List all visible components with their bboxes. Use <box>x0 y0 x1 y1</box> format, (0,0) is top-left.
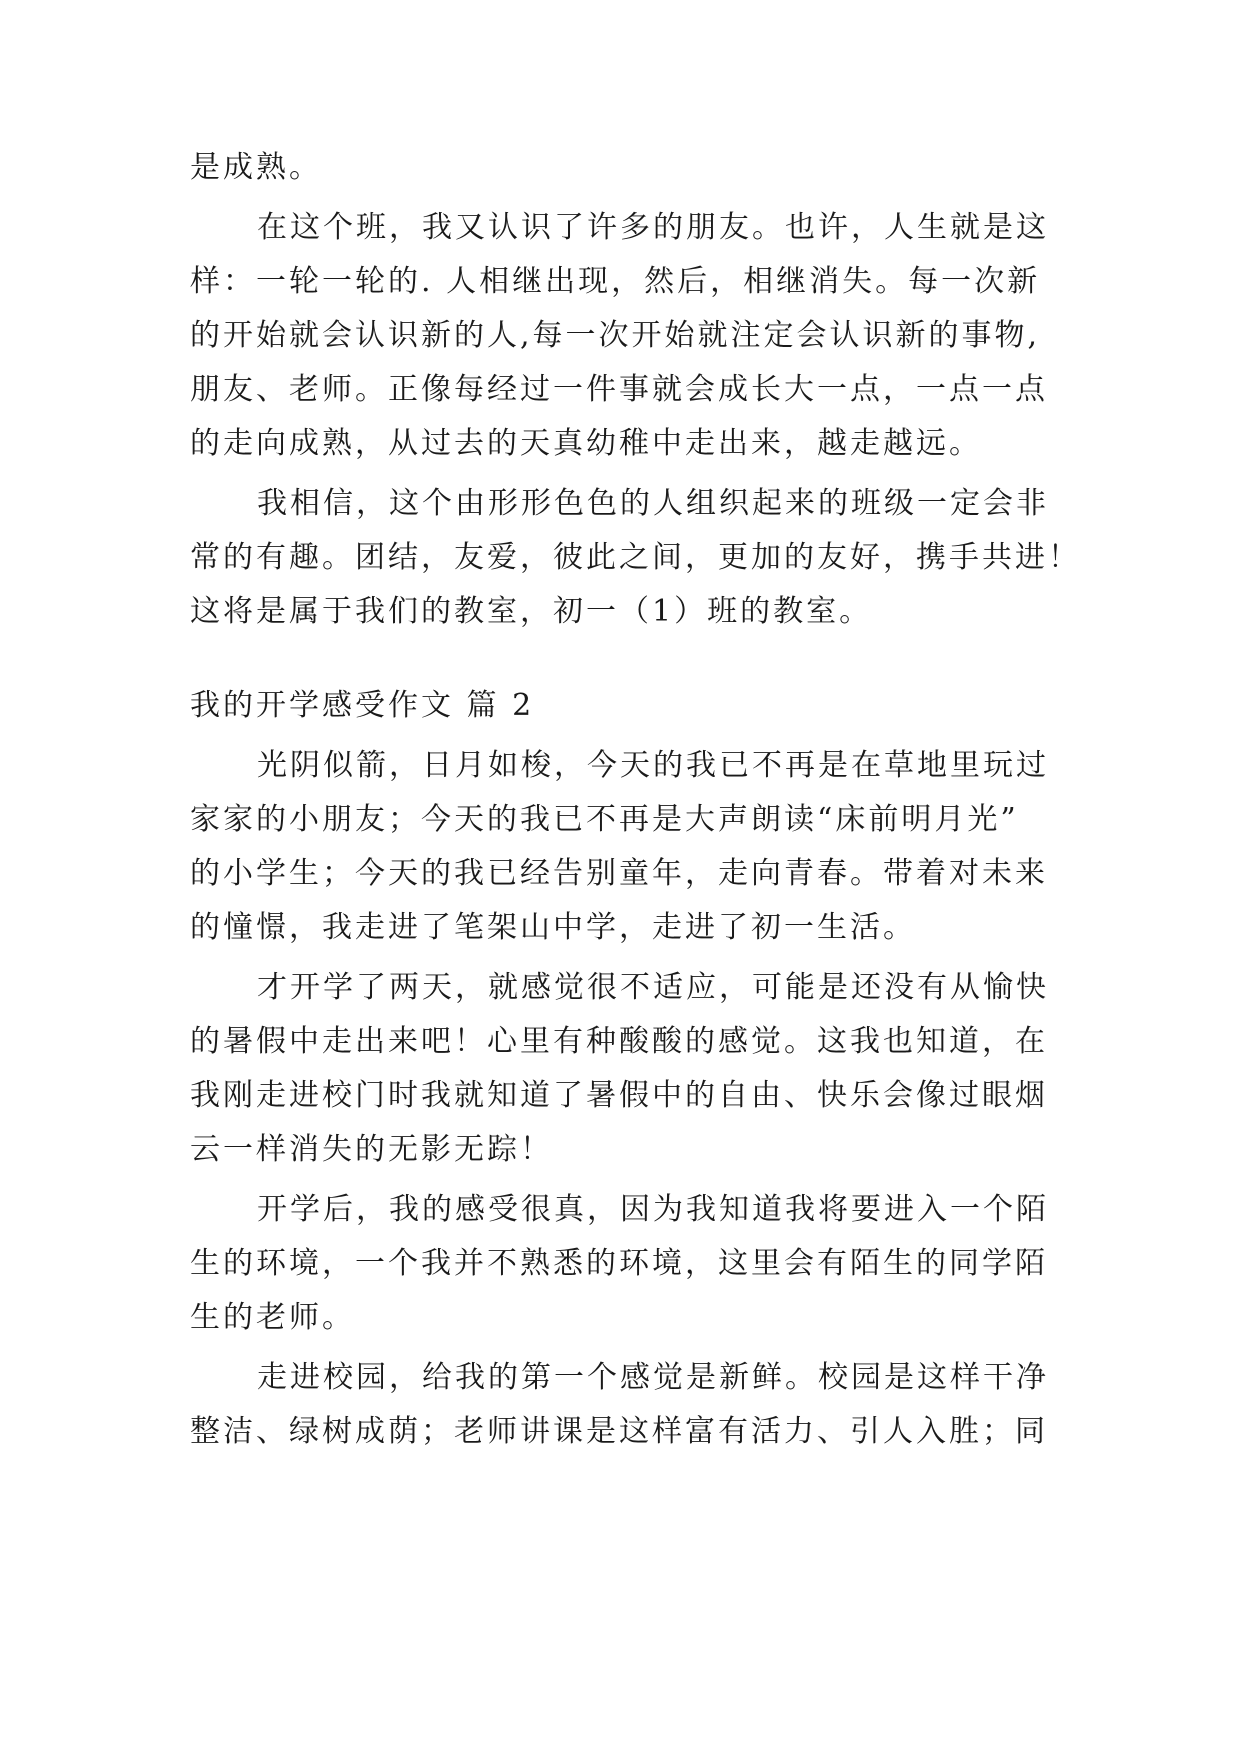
text-line: 朋友、老师。正像每经过一件事就会成长大一点，一点一点 <box>190 372 1048 407</box>
text-line: 常的有趣。团结，友爱，彼此之间，更加的友好，携手共进！ <box>190 540 1081 575</box>
text-line: 家家的小朋友；今天的我已不再是大声朗读“床前明月光” <box>190 802 1019 837</box>
paragraph-line: 我相信，这个由形形色色的人组织起来的班级一定会非 <box>257 486 1049 521</box>
text-line: 云一样消失的无影无踪！ <box>190 1132 553 1167</box>
paragraph-line: 才开学了两天，就感觉很不适应，可能是还没有从愉快 <box>257 970 1049 1005</box>
text-line: 的开始就会认识新的人,每一次开始就注定会认识新的事物, <box>190 318 1041 353</box>
text-line: 生的环境，一个我并不熟悉的环境，这里会有陌生的同学陌 <box>190 1246 1048 1281</box>
text-line: 的暑假中走出来吧！心里有种酸酸的感觉。这我也知道，在 <box>190 1024 1048 1059</box>
paragraph-line: 开学后，我的感受很真，因为我知道我将要进入一个陌 <box>257 1192 1049 1227</box>
paragraph-line: 光阴似箭，日月如梭，今天的我已不再是在草地里玩过 <box>257 748 1049 783</box>
text-line: 这将是属于我们的教室，初一（1）班的教室。 <box>190 594 873 629</box>
text-line: 整洁、绿树成荫；老师讲课是这样富有活力、引人入胜；同 <box>190 1414 1048 1449</box>
text-line: 生的老师。 <box>190 1300 355 1335</box>
text-line: 样：一轮一轮的. 人相继出现，然后，相继消失。每一次新 <box>190 264 1041 299</box>
paragraph-line: 在这个班，我又认识了许多的朋友。也许，人生就是这 <box>257 210 1049 245</box>
paragraph-line: 走进校园，给我的第一个感觉是新鲜。校园是这样干净 <box>257 1360 1049 1395</box>
text-line: 的小学生；今天的我已经告别童年，走向青春。带着对未来 <box>190 856 1048 891</box>
section-heading: 我的开学感受作文 篇 2 <box>190 688 535 723</box>
text-line: 的憧憬，我走进了笔架山中学，走进了初一生活。 <box>190 910 916 945</box>
text-line: 是成熟。 <box>190 150 322 185</box>
text-line: 的走向成熟，从过去的天真幼稚中走出来，越走越远。 <box>190 426 982 461</box>
text-line: 我刚走进校门时我就知道了暑假中的自由、快乐会像过眼烟 <box>190 1078 1048 1113</box>
